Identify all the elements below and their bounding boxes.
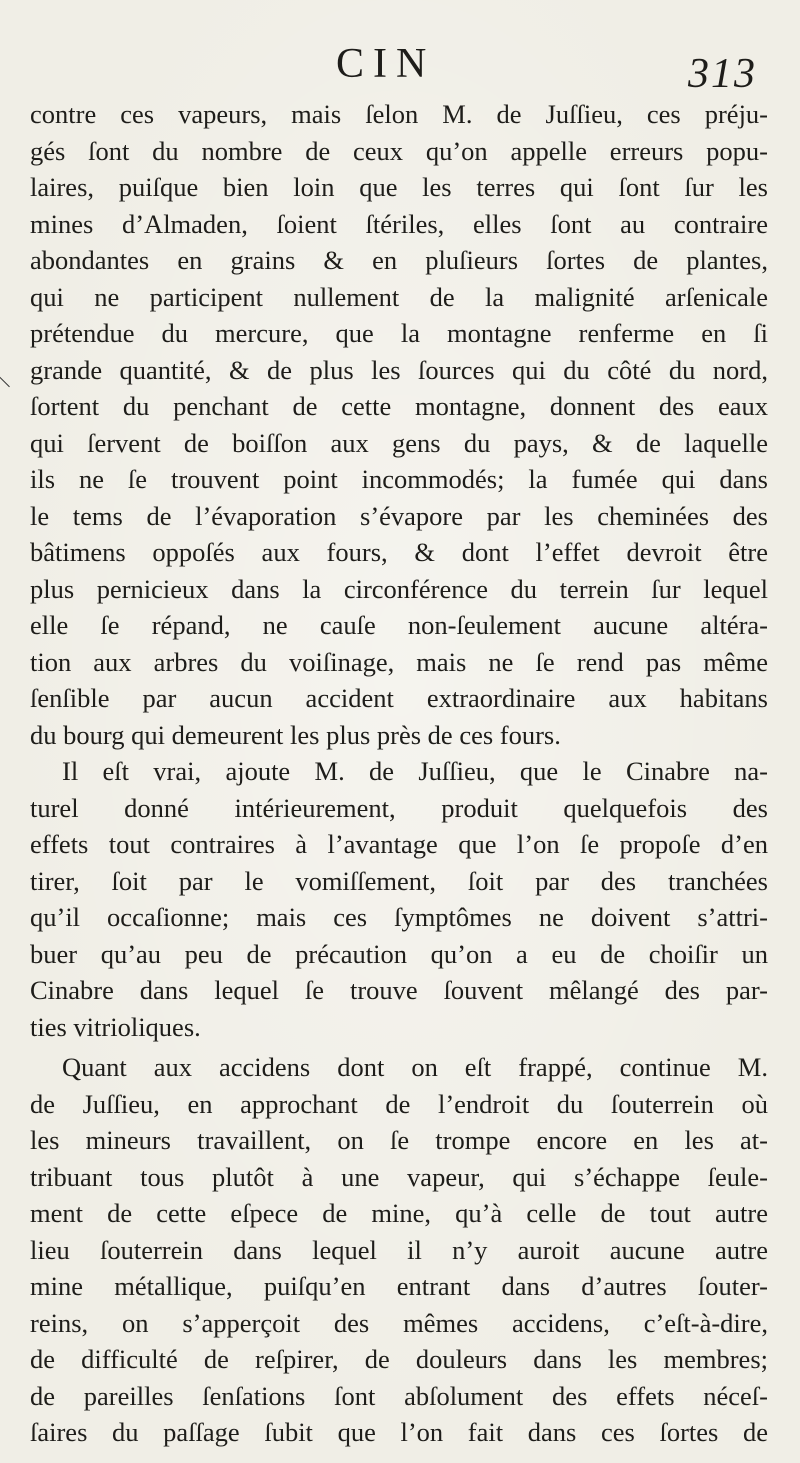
margin-mark [0,367,20,388]
text-line: de pareilles ſenſations ſont abſolument des effets néceſ- [30,1380,768,1411]
text-line: ſaires du paſſage ſubit que l’on fait dans ces ſortes de [30,1417,768,1447]
text-line: ſenſible par aucun accident extraordinaire aux habitans [30,683,768,713]
text-line: grande quantité, & de plus les ſources qui du côté du nord, [30,354,768,385]
text-line: prétendue du mercure, que la montagne renferme en ſi [30,318,768,348]
text-line: tirer, ſoit par le vomiſſement, ſoit par des tranchées [30,865,768,896]
page-header [0,40,800,100]
text-line: abondantes en grains & en pluſieurs ſortes de plantes, [30,245,768,275]
paragraph-2 [30,753,768,1045]
text-line: bâtimens oppoſés aux fours, & dont l’effet devroit être [30,537,768,567]
text-line: qui ne participent nullement de la malignité arſenicale [30,281,768,312]
text-line: ment de cette eſpece de mine, qu’à celle de tout autre [30,1198,768,1228]
text-line: du bourg qui demeurent les plus près de ces fours. [30,719,561,750]
text-line: les mineurs travaillent, on ſe trompe encore en les at- [30,1125,768,1155]
text-line: effets tout contraires à l’avantage que l’on ſe propoſe d’en [30,829,768,859]
text-line: de Juſſieu, en approchant de l’endroit du ſouterrein où [30,1088,768,1119]
text-line: ils ne ſe trouvent point incommodés; la fumée qui dans [30,464,768,494]
text-line: qu’il occaſionne; mais ces ſymptômes ne doivent s’attri- [30,902,768,932]
text-line: turel donné intérieurement, produit quelquefois des [30,792,768,823]
text-line: buer qu’au peu de précaution qu’on a eu de choiſir un [30,938,768,969]
text-line: lieu ſouterrein dans lequel il n’y auroit aucune autre [30,1234,768,1265]
text-line: Quant aux accidens dont on eſt frappé, continue M. [62,1052,768,1082]
text-line: ties vitrioliques. [30,1011,201,1042]
text-line: Il eſt vrai, ajoute M. de Juſſieu, que le Cinabre na- [62,756,768,786]
text-line: le tems de l’évaporation s’évapore par les cheminées des [30,500,768,531]
text-line: reins, on s’apperçoit des mêmes accidens, c’eſt-à-dire, [30,1307,768,1338]
text-line: elle ſe répand, ne cauſe non-ſeulement aucune altéra- [30,610,768,640]
text-line: gés ſont du nombre de ceux qu’on appelle erreurs popu- [30,135,768,166]
text-line: mine métallique, puiſqu’en entrant dans d’autres ſouter- [30,1271,768,1301]
paragraph-3 [30,1049,768,1451]
text-line: laires, puiſque bien loin que les terres qui ſont ſur les [30,172,768,202]
text-line: plus pernicieux dans la circonférence du terrein ſur lequel [30,573,768,604]
text-line: tion aux arbres du voiſinage, mais ne ſe rend pas même [30,646,768,677]
text-line: Cinabre dans lequel ſe trouve ſouvent mêlangé des par- [30,975,768,1005]
page-number: 313 [688,51,757,97]
text-line: tribuant tous plutôt à une vapeur, qui s’échappe ſeule- [30,1161,768,1192]
running-head: CIN [336,41,436,87]
text-line: contre ces vapeurs, mais ſelon M. de Juſſieu, ces préju- [30,99,768,129]
text-line: ſortent du penchant de cette montagne, donnent des eaux [30,391,768,421]
text-line: mines d’Almaden, ſoient ſtériles, elles ſont au contraire [30,208,768,239]
text-line: de difficulté de reſpirer, de douleurs dans les membres; [30,1344,768,1374]
paragraph-1 [30,96,768,753]
text-line: qui ſervent de boiſſon aux gens du pays, & de laquelle [30,427,768,458]
body-text [30,96,768,1451]
